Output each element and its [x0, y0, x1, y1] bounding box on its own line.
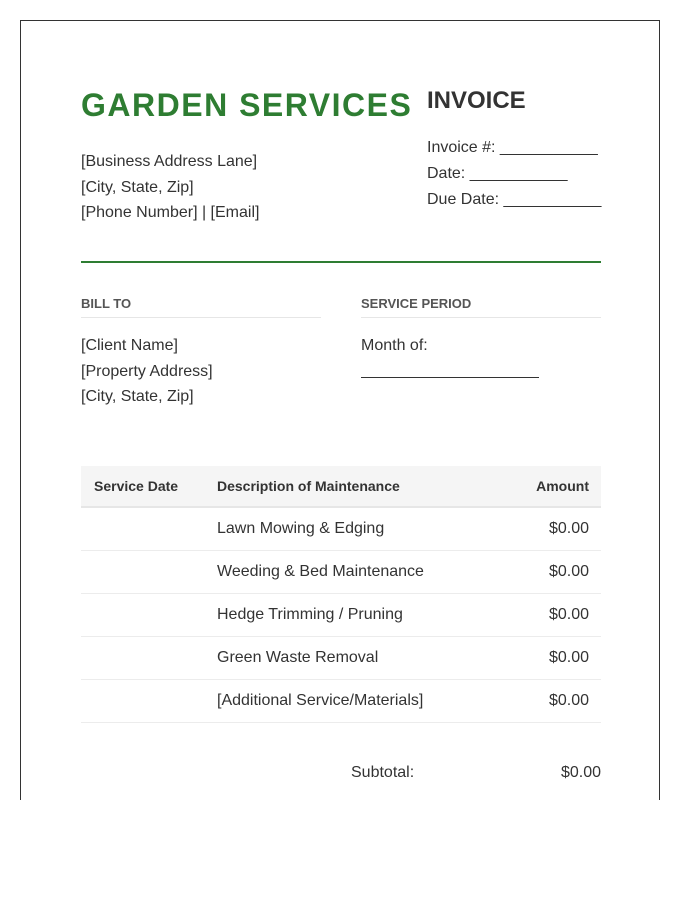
invoice-due-date-field: Due Date: ___________	[427, 191, 602, 208]
row-service-date	[81, 594, 217, 637]
invoice-date-field: Date: ___________	[427, 165, 568, 182]
invoice-page	[20, 20, 660, 800]
table-row	[81, 507, 601, 551]
row-description: Lawn Mowing & Edging	[217, 507, 497, 551]
service-period-block	[361, 333, 539, 378]
row-amount: $0.00	[497, 594, 601, 637]
header-description: Description of Maintenance	[217, 466, 497, 507]
table-row	[81, 551, 601, 594]
row-description: [Additional Service/Materials]	[217, 680, 497, 723]
table-row	[81, 637, 601, 680]
subtotal-value: $0.00	[560, 764, 601, 781]
service-period-heading: SERVICE PERIOD	[361, 296, 601, 318]
bill-to-heading: BILL TO	[81, 296, 321, 318]
row-amount: $0.00	[497, 680, 601, 723]
row-amount: $0.00	[497, 507, 601, 551]
row-service-date	[81, 637, 217, 680]
business-address-line: [Business Address Lane]	[81, 153, 258, 170]
invoice-meta-block	[427, 135, 601, 213]
property-address: [Property Address]	[81, 362, 213, 380]
business-city-line: [City, State, Zip]	[81, 178, 194, 196]
row-amount: $0.00	[497, 551, 601, 594]
table-row	[81, 680, 601, 723]
business-contact-line: [Phone Number] | [Email]	[81, 204, 260, 221]
bill-to-block	[81, 333, 213, 410]
header-service-date: Service Date	[81, 466, 217, 507]
company-name: GARDEN SERVICES	[81, 87, 413, 123]
services-table	[81, 466, 601, 723]
client-city-line: [City, State, Zip]	[81, 388, 194, 405]
invoice-title: INVOICE	[427, 87, 526, 114]
row-description: Weeding & Bed Maintenance	[217, 551, 497, 594]
header-amount: Amount	[497, 466, 601, 507]
row-service-date	[81, 551, 217, 594]
invoice-number-field: Invoice #: ___________	[427, 139, 598, 156]
row-description: Hedge Trimming / Pruning	[217, 594, 497, 637]
table-header-row	[81, 466, 601, 507]
client-name: [Client Name]	[81, 337, 178, 354]
row-service-date	[81, 680, 217, 723]
row-amount: $0.00	[497, 637, 601, 680]
row-service-date	[81, 507, 217, 551]
row-description: Green Waste Removal	[217, 637, 497, 680]
subtotal-label: Subtotal:	[351, 764, 415, 781]
month-of-blank-line	[361, 359, 539, 378]
header-divider	[81, 261, 601, 263]
month-of-label: Month of:	[361, 337, 428, 354]
business-contact-block	[81, 149, 259, 226]
table-row	[81, 594, 601, 637]
